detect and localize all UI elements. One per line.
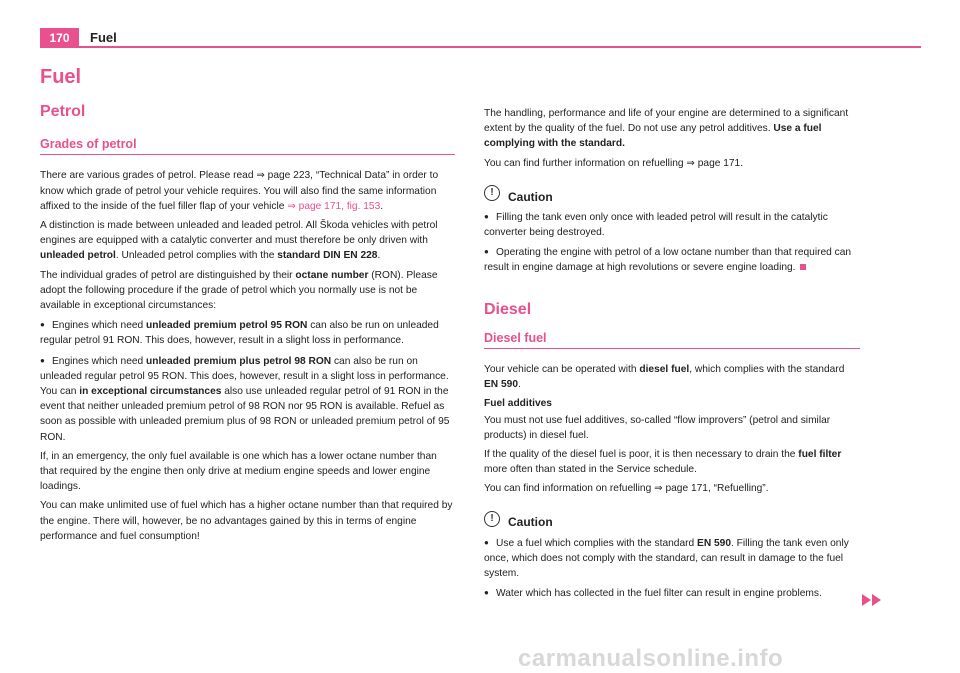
text: The handling, performance and life of your engine are determined to a significant extent by the quality of the fuel. Do not use any petrol additives. [484, 108, 849, 135]
double-triangle-right-icon[interactable] [872, 594, 881, 606]
paragraph [40, 268, 455, 314]
paragraph: You can find information on refuelling ⇒ page 171, “Refuelling”. [484, 483, 769, 495]
bullet-icon: ● [484, 588, 489, 598]
bullet-icon: ● [40, 320, 45, 330]
bullet-icon: ● [484, 211, 489, 221]
text: Your vehicle can be operated with [484, 364, 640, 376]
caution-title: Caution [508, 515, 553, 530]
bullet-item [40, 353, 455, 445]
double-triangle-right-icon[interactable] [862, 594, 871, 606]
text: , which complies with the standard [689, 364, 845, 376]
bullet-icon: ● [484, 247, 489, 257]
text: Use a fuel which complies with the standard [496, 537, 698, 549]
text: . [377, 250, 381, 262]
paragraph [40, 218, 455, 264]
bold-text: Use a fuel complying with the standard. [484, 123, 822, 150]
text: A distinction is made between unleaded and leaded petrol. All Škoda vehicles with petrol engines are equipped with a catalytic converter and must therefore be only driven with [40, 220, 438, 247]
text: (RON). Please adopt the following procedure if the grade of petrol which you normally use is not be available in exceptional circumstances: [40, 269, 438, 312]
running-title: Fuel [90, 30, 117, 45]
page-number: 170 [40, 28, 79, 48]
bold-text: EN 590 [697, 537, 732, 549]
paragraph: You must not use fuel additives, so-called “flow improvers” (petrol and similar products) in diesel fuel. [484, 414, 831, 441]
bullet-icon: ● [40, 355, 45, 365]
bold-text: EN 590 [484, 379, 518, 391]
text: The individual grades of petrol are distinguished by their [40, 269, 296, 281]
bold-text: diesel fuel [639, 364, 690, 376]
text: also use unleaded regular petrol of 91 RON in the event that neither unleaded premium petrol of 98 RON nor 95 RON is available. Refuel as soon as possible with unleaded premium plus of 98 RON or unleaded premium petrol of 95 RON. [40, 386, 450, 443]
text: . Filling the tank even only once, which does not comply with the standard, can result in damage to the fuel system. [484, 537, 849, 580]
right-column [484, 106, 860, 601]
subsection-rule [40, 154, 455, 155]
text: Engines which need [52, 320, 147, 332]
bullet-item [484, 535, 860, 582]
page-link[interactable]: ⇒ page 171, fig. 153 [287, 200, 381, 212]
text: . [517, 379, 521, 391]
page-title: Fuel [40, 66, 82, 88]
bullet-icon: ● [484, 537, 489, 547]
bold-text: standard DIN EN 228 [277, 250, 378, 262]
text: If the quality of the diesel fuel is poor, it is then necessary to drain the [484, 449, 799, 461]
bold-text: unleaded petrol [40, 250, 116, 262]
text: Operating the engine with petrol of a low octane number than that required can result in engine damage at high revolutions or severe engine loading. [484, 247, 852, 274]
paragraph [484, 362, 860, 392]
bold-text: unleaded premium plus petrol 98 RON [146, 355, 332, 367]
caution-heading [484, 511, 860, 531]
bold-text: fuel filter [798, 449, 842, 461]
watermark: carmanualsonline.info [518, 645, 784, 672]
text: Water which has collected in the fuel filter can result in engine problems. [496, 588, 822, 600]
text: . [380, 200, 384, 212]
text: Engines which need [52, 355, 147, 367]
caution-title: Caution [508, 189, 553, 204]
fuel-additives-heading: Fuel additives [484, 398, 552, 410]
pink-square-icon [800, 264, 806, 270]
paragraph: You can make unlimited use of fuel which has a higher octane number than that required by the engine. There will, however, be no advantages gained by this in terms of engine performance and fuel consumption! [40, 500, 453, 542]
header-rule [40, 46, 921, 48]
bold-text: in exceptional circumstances [79, 386, 222, 398]
bullet-item [484, 585, 860, 601]
text: There are various grades of petrol. Please read ⇒ page 223, “Technical Data” in order to know which grade of petrol your vehicle requires. You will also find the same information affixed to the inside of the fuel filler flap of your vehicle [40, 170, 439, 212]
paragraph [484, 447, 860, 477]
text: Filling the tank even only once with leaded petrol will result in the catalytic converter being destroyed. [484, 211, 828, 239]
bold-text: octane number [295, 269, 369, 281]
subsection-heading-diesel-fuel: Diesel fuel [484, 330, 547, 345]
text: more often than stated in the Service schedule. [484, 464, 697, 476]
subsection-rule [484, 348, 860, 349]
section-heading-diesel: Diesel [484, 300, 532, 318]
bullet-item [484, 244, 860, 275]
text: . Unleaded petrol complies with the [115, 250, 278, 262]
bullet-item [484, 209, 860, 240]
paragraph [484, 106, 860, 152]
caution-heading [484, 185, 860, 205]
subsection-heading-grades: Grades of petrol [40, 137, 137, 152]
left-column [40, 104, 455, 544]
paragraph: If, in an emergency, the only fuel available is one which has a lower octane number than that required by the engine then only drive at medium engine speeds and lower engine loadings. [40, 450, 437, 493]
text: can also be run on unleaded regular petrol 91 RON. This does, however, result in a slight loss in performance. [40, 320, 439, 347]
paragraph [40, 168, 455, 214]
exclamation-circle-icon: ! [484, 511, 500, 527]
bullet-item [40, 317, 455, 348]
section-heading-petrol: Petrol [40, 103, 86, 120]
bold-text: unleaded premium petrol 95 RON [146, 320, 308, 332]
text: can also be run on unleaded regular petrol 95 RON. This does, however, result in a slight loss in performance. You can [40, 355, 449, 398]
exclamation-circle-icon: ! [484, 185, 500, 201]
paragraph: You can find further information on refuelling ⇒ page 171. [484, 157, 744, 169]
